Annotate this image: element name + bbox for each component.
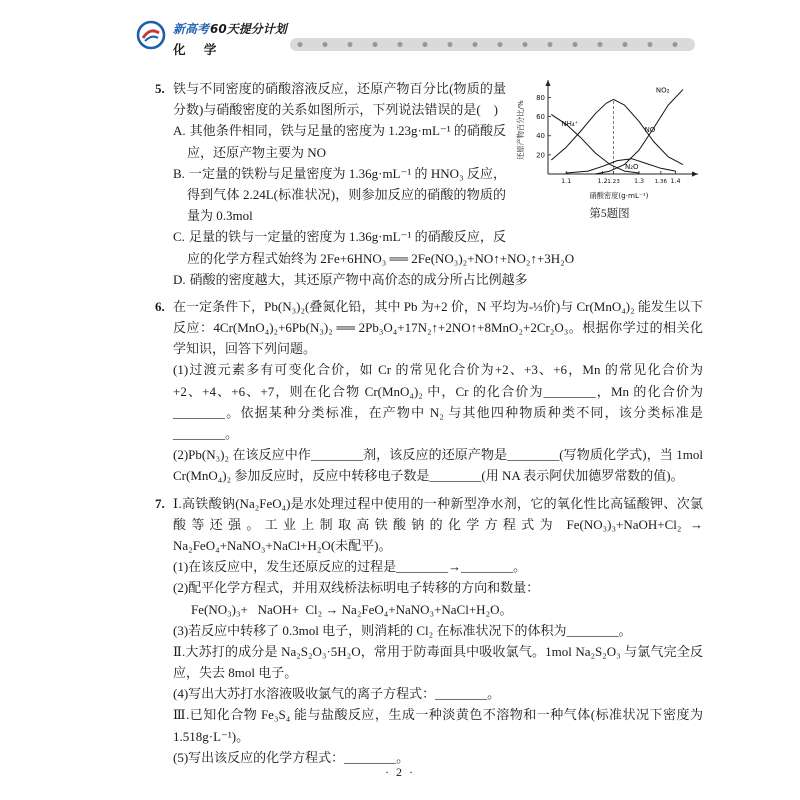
question-7-part-4: (4)写出大苏打水溶液吸收氯气的离子方程式：________。 <box>173 686 501 702</box>
question-5-stem: 铁与不同密度的硝酸溶液反应，还原产物百分比(物质的量分数)与硝酸密度的关系如图所示，下列说法错误的是( ) <box>173 81 506 118</box>
question-6-part-2: (2)Pb(N₃)₂ 在该反应中作________剂，该反应的还原产物是________(写物质化学式)，当 1mol Cr(MnO₄)₂ 参加反应时，反应中转移电子数是________(用 NA 表示阿伏加德罗常数的值)。 <box>173 447 703 484</box>
question-6-number: 6. <box>155 298 165 314</box>
decorative-dotted-bar <box>290 38 695 51</box>
svg-text:还原产物百分比/%: 还原产物百分比/% <box>516 100 525 160</box>
svg-text:20: 20 <box>536 151 545 160</box>
question-7-part-2: (2)配平化学方程式，并用双线桥法标明电子转移的方向和数量： <box>173 580 540 596</box>
question-7-section-3: Ⅲ.已知化合物 Fe₃S₄ 能与盐酸反应，生成一种淡黄色不溶物和一种气体(标准状况下密度为 1.518g·L⁻¹)。 <box>173 707 703 744</box>
svg-text:40: 40 <box>536 132 545 141</box>
page-footer <box>0 765 800 780</box>
question-7-section-1: Ⅰ.高铁酸钠(Na₂FeO₄)是水处理过程中使用的一种新型净水剂，它的氧化性比高锰酸钾、次氯酸等还强。工业上制取高铁酸钠的化学方程式为 Fe(NO₃)₃+NaOH+Cl₂ → Na₂FeO₄+NaNO₃+NaCl+H₂O(未配平)。 <box>173 495 703 553</box>
svg-text:NH₄⁺: NH₄⁺ <box>561 120 579 129</box>
question-7-part-1: (1)在该反应中，发生还原反应的过程是________→________。 <box>173 559 527 575</box>
svg-text:1.3: 1.3 <box>633 177 645 185</box>
question-5 <box>155 78 703 290</box>
svg-text:1.4: 1.4 <box>670 177 681 185</box>
question-6-stem: 在一定条件下，Pb(N₃)₂(叠氮化铅，其中 Pb 为+2 价，N 平均为-⅓价)与 Cr(MnO₄)₂ 能发生以下反应：4Cr(MnO₄)₂+6Pb(N₃)₂ ══ 2Pb₃O₄+17N₂↑+2NO↑+8MnO₂+2Cr₂O₃。根据你学过的相关化学知识，回答下列问题。 <box>173 298 703 357</box>
question-5-figure <box>516 78 703 224</box>
svg-text:1.2: 1.2 <box>597 177 608 185</box>
brand-subject: 化 学 <box>173 42 224 57</box>
question-5-number: 5. <box>155 81 165 96</box>
question-7-section-2: Ⅱ.大苏打的成分是 Na₂S₂O₃·5H₂O，常用于防毒面具中吸收氯气。1mol Na₂S₂O₃ 与氯气完全反应，失去 8mol 电子。 <box>173 643 703 681</box>
q5-chart <box>516 78 703 204</box>
question-7-part-3: (3)若反应中转移了 0.3mol 电子，则消耗的 Cl₂ 在标准状况下的体积为________。 <box>173 622 632 638</box>
brand-series-accent: 新高考 <box>173 22 210 36</box>
brand-text <box>173 20 287 58</box>
question-6-part-1: (1)过渡元素多有可变化合价，如 Cr 的常见化合价为+2、+3、+6，Mn 的常见化合价为+2、+4、+6、+7，则在化合物 Cr(MnO₄)₂ 中，Cr 的化合价为________，Mn 的化合价为________。依据某种分类标准，在产物中 N₂ 与其他四种物质种类不同，该分类标准是________。 <box>173 362 703 441</box>
svg-text:80: 80 <box>536 93 545 102</box>
option-d-label: D. <box>173 271 186 287</box>
svg-text:N₂O: N₂O <box>624 163 639 172</box>
brand-logo-graphic <box>136 20 166 50</box>
svg-text:NO: NO <box>644 125 656 134</box>
page-number: · 2 · <box>385 765 415 779</box>
brand-series-title <box>173 20 287 37</box>
svg-text:硝酸密度(g·mL⁻¹): 硝酸密度(g·mL⁻¹) <box>589 191 649 200</box>
svg-text:1.36: 1.36 <box>654 179 668 185</box>
option-a-text: 其他条件相同，铁与足量的密度为 1.23g·mL⁻¹ 的硝酸反应，还原产物主要为 NO <box>187 123 506 160</box>
content-area <box>155 78 703 774</box>
question-7 <box>155 493 703 768</box>
option-c-text: 足量的铁与一定量的密度为 1.36g·mL⁻¹ 的硝酸反应，反应的化学方程式始终为 2Fe+6HNO₃ ══ 2Fe(NO₃)₂+NO↑+NO₂↑+3H₂O <box>187 229 575 266</box>
question-6 <box>155 296 703 487</box>
svg-text:NO₂: NO₂ <box>655 86 670 95</box>
option-b-label: B. <box>173 165 185 181</box>
svg-text:1.1: 1.1 <box>561 177 572 185</box>
option-a-label: A. <box>173 123 186 139</box>
page-header <box>136 20 287 58</box>
question-7-number: 7. <box>155 495 165 511</box>
brand-series-rest: 60天提分计划 <box>210 22 287 36</box>
option-b-text: 一定量的铁粉与足量密度为 1.36g·mL⁻¹ 的 HNO₃ 反应，得到气体 2.24L(标准状况)，则参加反应的硝酸的物质的量为 0.3mol <box>187 165 506 224</box>
option-c <box>173 226 703 268</box>
option-d-text: 硝酸的密度越大，其还原产物中高价态的成分所占比例越多 <box>189 271 528 287</box>
svg-text:60: 60 <box>536 113 545 122</box>
question-7-part-5: (5)写出该反应的化学方程式：________。 <box>173 749 410 765</box>
option-d <box>173 269 703 290</box>
svg-text:1.23: 1.23 <box>607 179 620 185</box>
figure-caption: 第5题图 <box>589 208 630 220</box>
question-7-equation: Fe(NO₃)₃+ NaOH+ Cl₂ → Na₂FeO₄+NaNO₃+NaCl+H₂O。 <box>191 601 513 617</box>
option-c-label: C. <box>173 229 185 245</box>
brand-logo-icon <box>136 20 166 50</box>
